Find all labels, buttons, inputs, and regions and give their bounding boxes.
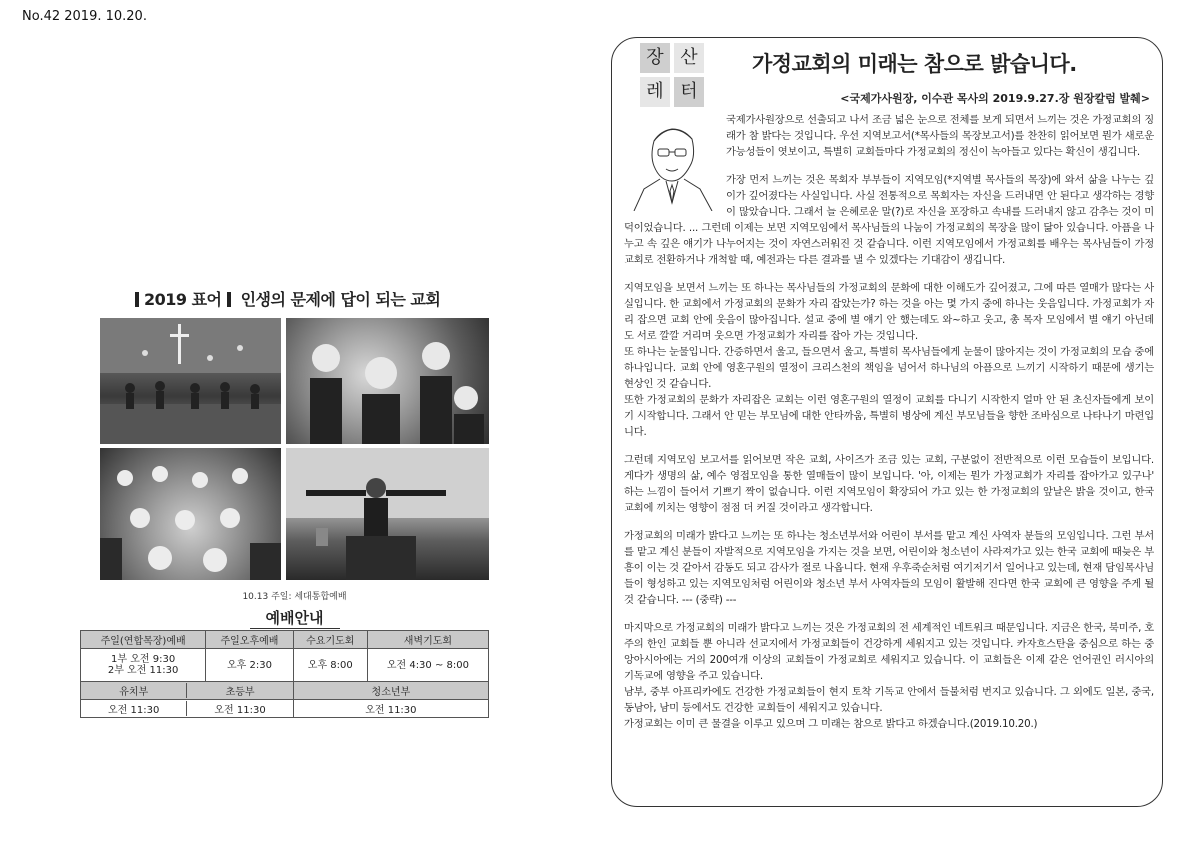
header-kindergarten xyxy=(81,682,294,700)
time-elementary: 오전 11:30 xyxy=(186,701,292,716)
column-badge xyxy=(640,43,706,109)
letter-body xyxy=(624,112,1154,732)
church-motto xyxy=(130,287,470,310)
service-schedule-table xyxy=(80,630,489,718)
time-wednesday: 오후 8:00 xyxy=(293,649,367,682)
header-youth: 청소년부 xyxy=(293,682,488,700)
worship-stage-photo xyxy=(100,318,281,444)
letter-paragraph: 남부, 중부 아프리카에도 건강한 가정교회들이 현지 토착 기독교 안에서 들불처럼 번지고 있습니다. 그 외에도 일본, 중국, 동남아, 남미 등에서도 건강한 교회들이 세워지고 있습니다. xyxy=(624,686,1154,714)
letter-paragraph: 가정교회의 미래가 밝다고 느끼는 또 하나는 청소년부서와 어린이 부서를 맡고 계신 사역자 분들의 모임입니다. 그런 부서를 맡고 계신 분들이 자발적으로 지역모임을 가지는 것을 보면, 어린이와 청소년이 사라져가고 있는 한국 교회에 때늦은 부흥이 이는 것 같아서 감동도 되고 감사가 절로 나옵니다. 현재 우후죽순처럼 여기저기서 일어나고 있는데, 현재 담임목사님들이 형성하고 있는 지역모임처럼 어린이와 청소년 부서 사역자들의 모임이 활발해 진다면 한국 교회에 큰 영향을 주게 될 것 같습니다. --- (중략) --- xyxy=(624,530,1154,606)
marker-icon xyxy=(135,292,139,307)
kids-congregation-photo xyxy=(286,318,489,444)
time-kids xyxy=(81,700,294,718)
elementary-label: 초등부 xyxy=(186,683,292,698)
badge-char: 레 xyxy=(640,77,670,107)
header-sunday-afternoon: 주일오후예배 xyxy=(206,631,294,649)
badge-char: 터 xyxy=(674,77,704,107)
time-dawn: 오전 4:30 ~ 8:00 xyxy=(367,649,488,682)
letter-paragraph: 가장 먼저 느끼는 것은 목회자 부부들이 지역모임(*지역별 목사들의 목장)에 와서 삶을 나누는 깊이가 깊어졌다는 사실입니다. 사실 전통적으로 목회자는 자신을 드러내면 안 된다고 생각하는 경향이 많았습니다. 그래서 늘 은혜로운 말(?)로 자신을 포장하고 속내를 드러내지 않고 감추는 것이 미덕이었습니다. ... 그런데 이제는 보면 지역모임에서 목사님들의 나눔이 가정교회의 목장을 많이 닮아 있습니다. 아픔을 나누고 속 깊은 얘기가 나누어지는 것이 자연스러워진 것 같습니다. 이런 지역모임에서 가정교회를 배우는 목사님들이 가정교회로 전환하거나 개척할 때, 예전과는 다른 결과를 낼 수 있겠다는 기대감이 생깁니다. xyxy=(624,174,1154,266)
letter-source: <국제가사원장, 이수관 목사의 2019.9.27.장 원장칼럼 발췌> xyxy=(840,92,1150,105)
header-dawn: 새벽기도회 xyxy=(367,631,488,649)
photo-collage xyxy=(100,318,489,580)
service-guide-title: 예배안내 xyxy=(100,607,489,629)
letter-paragraph: 지역모임을 보면서 느끼는 또 하나는 목사님들의 가정교회의 문화에 대한 이해도가 깊어졌고, 그에 따른 열매가 많다는 사실입니다. 한 교회에서 가정교회의 문화가 자리 잡았는가? 하는 것을 아는 몇 가지 중에 하나는 웃음입니다. 가정교회가 자리 잡으면 교회 안에 웃음이 많아집니다. 설교 중에 별 얘기 안 했는데도 와~하고 웃고, 총 목자 모임에서 별 얘기 아닌데도 서로 깔깔 거리며 웃으면 가정교회가 자리를 잡아 가는 것입니다. xyxy=(624,282,1154,342)
letter-paragraph: 가정교회는 이미 큰 물결을 이루고 있으며 그 미래는 참으로 밝다고 하겠습니다.(2019.10.20.) xyxy=(624,718,1038,730)
portrait-space xyxy=(624,112,726,218)
time-kindergarten: 오전 11:30 xyxy=(108,705,160,716)
congregation-photo xyxy=(100,448,281,580)
header-wednesday: 수요기도회 xyxy=(293,631,367,649)
pastor-blessing-photo xyxy=(286,448,489,580)
time-sunday-afternoon: 오후 2:30 xyxy=(206,649,294,682)
issue-number: No.42 2019. 10.20. xyxy=(22,9,147,24)
letter-paragraph: 마지막으로 가정교회의 미래가 밝다고 느끼는 것은 가정교회의 전 세계적인 네트워크 때문입니다. 지금은 한국, 북미주, 호주의 한인 교회들 뿐 아니라 선교지에서 가정교회들이 건강하게 세워지고 있는 것입니다. 카자흐스탄을 중심으로 하는 중앙아시아에는 거의 200여개 이상의 교회들이 가정교회로 세워지고 있습니다. 이 교회들은 이제 같은 언어권인 러시아의 기독교에 영향을 주고 있습니다. xyxy=(624,622,1154,682)
motto-text: 인생의 문제에 답이 되는 교회 xyxy=(240,290,441,309)
header-sunday: 주일(연합목장)예배 xyxy=(81,631,206,649)
badge-char: 장 xyxy=(640,43,670,73)
letter-paragraph: 또한 가정교회의 문화가 자리잡은 교회는 이런 영혼구원의 열정이 교회를 다니기 시작한지 얼마 안 된 초신자들에게 보이기 시작합니다. 그래서 안 믿는 부모님에 대한 안타까움, 특별히 병상에 계신 부모님들을 향한 조바심으로 나타나기 마련입니다. xyxy=(624,394,1154,438)
letter-paragraph: 또 하나는 눈물입니다. 간증하면서 울고, 들으면서 울고, 특별히 목사님들에게 눈물이 많아지는 것이 가정교회의 모습 중에 하나입니다. 교회 안에 영혼구원의 열정이 크리스천의 책임을 넘어서 하나님의 아픔으로 느끼기 시작하기 때문에 생기는 현상인 것 같습니다. xyxy=(624,346,1154,390)
letter-title: 가정교회의 미래는 참으로 밝습니다. xyxy=(752,52,1077,76)
photo-caption: 10.13 주일: 세대통합예배 xyxy=(242,592,347,602)
marker-icon xyxy=(227,292,231,307)
badge-char: 산 xyxy=(674,43,704,73)
letter-paragraph: 그런데 지역모임 보고서를 읽어보면 작은 교회, 사이즈가 조금 있는 교회, 구분없이 전반적으로 이런 모습들이 보입니다. 게다가 생명의 삶, 예수 영접모임을 통한 열매들이 많이 보입니다. '아, 이제는 뭔가 가정교회가 자리를 잡아가고 있구나' 하는 느낌이 들어서 기쁘기 짝이 없습니다. 이런 지역모임이 확장되어 가고 있는 한 가정교회의 앞날은 밝을 것이고, 한국 교회에 끼치는 영향이 점점 더 커질 것이라고 생각합니다. xyxy=(624,454,1154,514)
time-youth: 오전 11:30 xyxy=(293,700,488,718)
kindergarten-label: 유치부 xyxy=(119,687,149,698)
time-sunday: 1부 오전 9:30 2부 오전 11:30 xyxy=(81,649,206,682)
motto-year: 2019 표어 xyxy=(144,290,222,309)
letter-paragraph: 국제가사원장으로 선출되고 나서 조금 넓은 눈으로 전체를 보게 되면서 느끼는 것은 가정교회의 징래가 참 밝다는 것입니다. 우선 지역보고서(*목사들의 목장보고서)를 찬찬히 읽어보면 뭔가 새로운 가능성들이 엿보이고, 특별히 교회들마다 가정교회의 정신이 녹아들고 있다는 확신이 생깁니다. xyxy=(726,114,1154,158)
